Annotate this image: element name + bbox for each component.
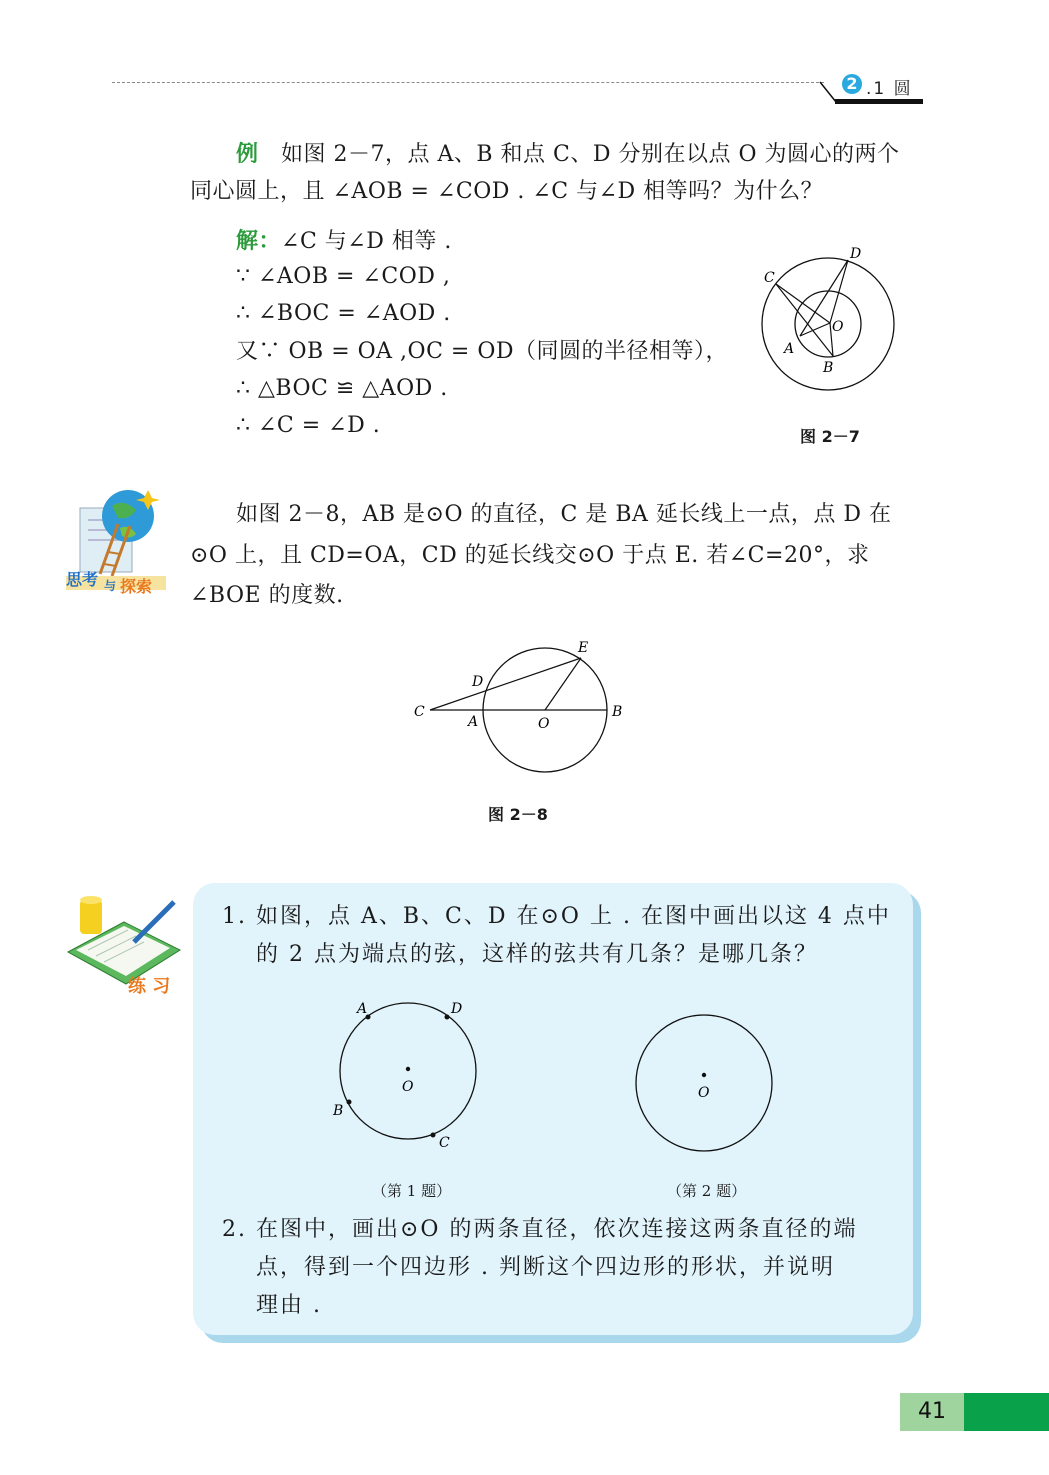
circle-o xyxy=(636,1015,772,1151)
figure-1-caption: （第 1 题） xyxy=(372,1182,452,1200)
figure-2-8 xyxy=(400,630,640,780)
explore-line-2: ⊙O 上，且 CD=OA，CD 的延长线交⊙O 于点 E. 若∠C=20°，求 xyxy=(190,543,870,568)
label-b: B xyxy=(333,1103,344,1119)
label-d: D xyxy=(451,1001,463,1017)
explore-badge-text-2: 与 xyxy=(104,579,117,593)
header-underline xyxy=(835,99,923,104)
label-c: C xyxy=(439,1135,450,1151)
explore-line-1: 如图 2－8，AB 是⊙O 的直径，C 是 BA 延长线上一点，点 D 在 xyxy=(236,502,892,527)
label-c: C xyxy=(764,270,775,286)
explore-badge-text-3: 探索 xyxy=(120,577,153,596)
point-b xyxy=(347,1100,352,1105)
center-point xyxy=(702,1073,706,1077)
label-c: C xyxy=(414,704,425,720)
question-2-line-2: 点，得到一个四边形 . 判断这个四边形的形状，并说明 xyxy=(256,1255,835,1280)
line-ce xyxy=(430,658,581,710)
label-a: A xyxy=(784,341,795,357)
practice-badge-icon xyxy=(64,892,186,998)
label-d: D xyxy=(850,246,862,262)
center-point xyxy=(406,1067,410,1071)
label-b: B xyxy=(612,704,623,720)
practice-badge-text: 练 习 xyxy=(128,976,171,997)
label-o: O xyxy=(402,1079,414,1095)
label-b: B xyxy=(823,360,834,376)
page-number: 41 xyxy=(900,1393,964,1431)
solution-line-2: ∵ ∠AOB = ∠COD , xyxy=(236,264,451,289)
solution-line-1: 解：∠C 与∠D 相等 . xyxy=(236,228,452,254)
figure-2-caption: （第 2 题） xyxy=(667,1182,747,1200)
question-1-line-2: 的 2 点为端点的弦，这样的弦共有几条？是哪几条？ xyxy=(256,942,818,967)
point-c xyxy=(431,1133,436,1138)
header-slant xyxy=(818,80,840,106)
label-e: E xyxy=(578,640,589,656)
page-number-bar xyxy=(964,1393,1049,1431)
label-a: A xyxy=(468,714,479,730)
label-a: A xyxy=(357,1001,368,1017)
explore-badge-text-1: 思考 xyxy=(66,570,99,589)
example-line-1: 例 如图 2－7，点 A、B 和点 C、D 分别在以点 O 为圆心的两个 xyxy=(236,141,900,167)
solution-line-4: 又∵ OB = OA ,OC = OD（同圆的半径相等）， xyxy=(236,339,728,364)
section-number-badge: 2 xyxy=(842,74,862,94)
label-o: O xyxy=(698,1085,710,1101)
solution-line-6: ∴ ∠C = ∠D . xyxy=(236,413,381,438)
point-d xyxy=(445,1015,450,1020)
line-oe xyxy=(545,658,581,710)
solution-line-5: ∴ △BOC ≌ △AOD . xyxy=(236,376,448,401)
question-1-line-1: 1. 如图，点 A、B、C、D 在⊙O 上 . 在图中画出以这 4 点中 xyxy=(222,904,891,929)
header-dashed-rule xyxy=(112,82,824,83)
example-label: 例 xyxy=(236,141,259,167)
question-1-figure xyxy=(325,995,495,1155)
figure-2-8-caption: 图 2－8 xyxy=(488,805,548,824)
figure-2-7-caption: 图 2－7 xyxy=(800,427,860,446)
section-title: .1 圆 xyxy=(866,79,913,99)
label-o: O xyxy=(832,319,844,335)
label-d: D xyxy=(472,674,484,690)
example-line-2: 同心圆上，且 ∠AOB = ∠COD . ∠C 与∠D 相等吗？为什么？ xyxy=(190,179,824,204)
figure-2-7 xyxy=(750,240,910,400)
label-o: O xyxy=(538,716,550,732)
explore-line-3: ∠BOE 的度数. xyxy=(190,583,344,608)
solution-line-3: ∴ ∠BOC = ∠AOD . xyxy=(236,301,451,326)
question-2-line-1: 2. 在图中，画出⊙O 的两条直径，依次连接这两条直径的端 xyxy=(222,1217,858,1242)
solution-label: 解： xyxy=(236,228,282,254)
question-2-line-3: 理由 . xyxy=(256,1293,322,1318)
explore-badge-icon xyxy=(60,484,180,600)
question-2-figure xyxy=(620,995,790,1155)
